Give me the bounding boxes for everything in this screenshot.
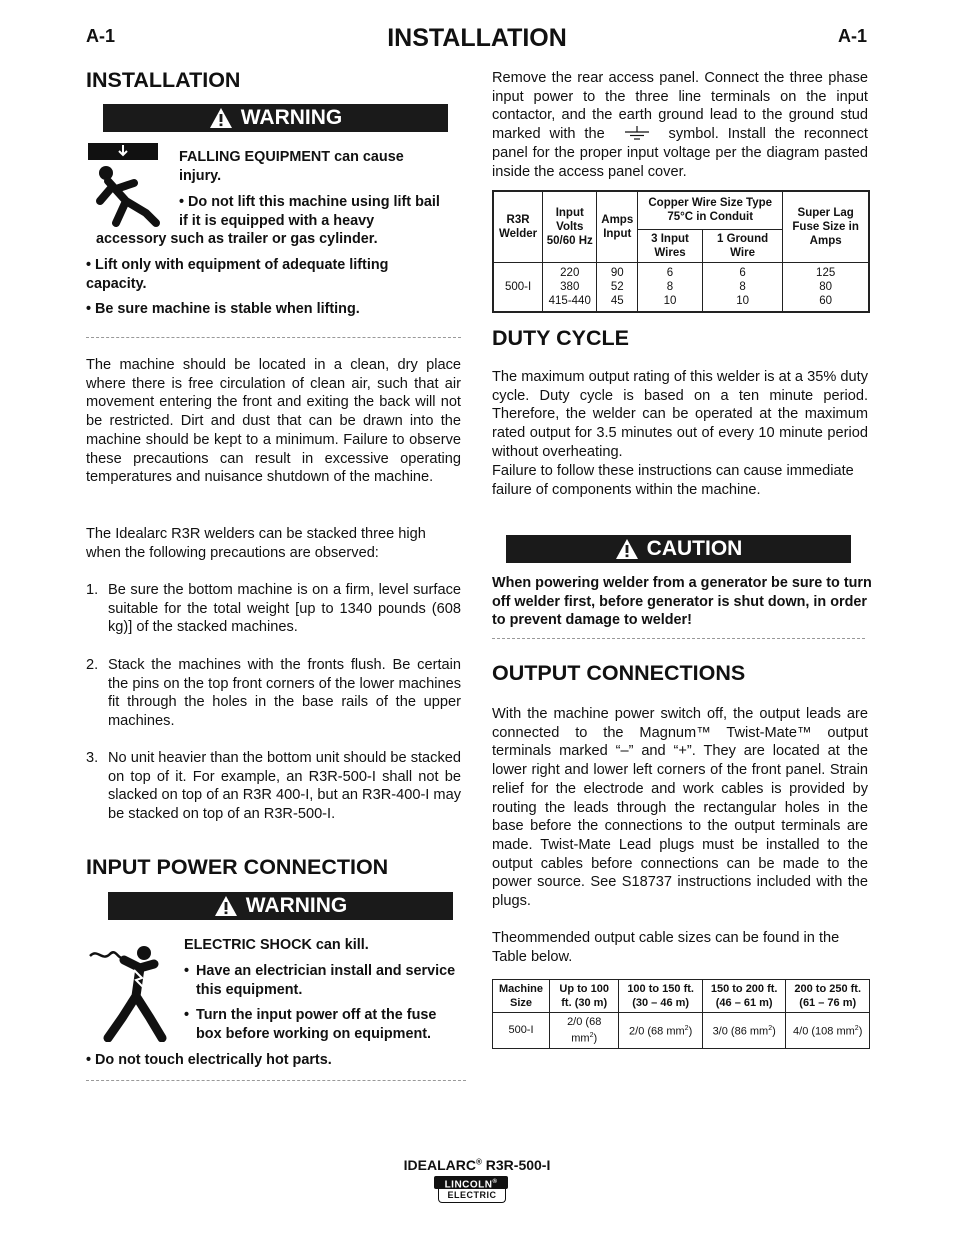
- cell-value: 125: [816, 266, 836, 279]
- warning-label: WARNING: [240, 106, 343, 129]
- warning-banner: [108, 892, 453, 920]
- warning1-item2: • Lift only with equipment of adequate lifting capacity.: [86, 257, 389, 292]
- falling-equipment-icon: [86, 143, 160, 229]
- table-cell: 2/0 (68 $mm^2$): [550, 1013, 619, 1049]
- divider: [86, 1080, 466, 1081]
- cable-size-intro: Theommended output cable sizes can be found in the Table below.: [492, 930, 840, 965]
- cell-value: 52: [610, 280, 624, 293]
- divider: [86, 337, 461, 338]
- list-number: 3.: [86, 750, 99, 766]
- table-cell: [597, 262, 638, 312]
- warning-triangle-icon: [209, 107, 233, 129]
- page-title: INSTALLATION: [387, 24, 567, 52]
- table-cell: 4/0 (108 $mm^2$): [786, 1013, 870, 1049]
- table-header: 200 to 250 ft. (61 – 76 m): [786, 980, 870, 1013]
- caution-banner: [506, 535, 851, 563]
- table-header: 3 Input Wires: [638, 229, 703, 262]
- list-item: [86, 581, 461, 637]
- warning1-item1-part2: accessory such as trailer or gas cylinder.: [96, 231, 378, 247]
- section-title-installation: INSTALLATION: [86, 68, 241, 92]
- output-cable-table: [492, 979, 870, 1049]
- duty-cycle-warning: Failure to follow these instructions can cause immediate failure of components within the machine.: [492, 463, 854, 498]
- section-title-output-connections: OUTPUT CONNECTIONS: [492, 661, 746, 685]
- list-item: [86, 749, 461, 824]
- table-cell: 2/0 (68 $mm^2$): [619, 1013, 703, 1049]
- cell-value: 10: [663, 294, 677, 307]
- output-connections-paragraph: With the machine power switch off, the output leads are connected to the Magnum™ Twist-Mate™ output terminals marked “–” and “+”. They are located at the lower right and lower left corners of the front panel. Strain relief for the electrode and work cables is provided by routing the leads through the rectangular holes in the base before the connections to the output terminals are made. Twist-Mate Lead plugs must be installed to the output cables before connections can be made to the power source. See S18737 instructions included with the plugs.: [492, 706, 868, 910]
- list-number: 2.: [86, 657, 99, 673]
- warning1-lead: FALLING EQUIPMENT can cause injury.: [179, 149, 404, 184]
- cell-value: 415-440: [548, 294, 591, 307]
- table-header: Machine Size: [493, 980, 550, 1013]
- warning-triangle-icon: [214, 895, 238, 917]
- warning-label: WARNING: [245, 894, 348, 917]
- cell-value: 90: [610, 266, 624, 279]
- lincoln-electric-logo: LINCOLN® ELECTRIC: [434, 1176, 510, 1210]
- ground-symbol-icon: [622, 126, 652, 140]
- cell-value: 60: [819, 294, 833, 307]
- cell-value: 8: [666, 280, 674, 293]
- table-header: 150 to 200 ft. (46 – 61 m): [702, 980, 786, 1013]
- list-number: 1.: [86, 582, 99, 598]
- caution-text: When powering welder from a generator be sure to turn off welder first, before generator is shut down, in order to prevent damage to welder!: [492, 575, 872, 629]
- section-title-input-power: INPUT POWER CONNECTION: [86, 855, 389, 879]
- warning2-item3: • Do not touch electrically hot parts.: [86, 1052, 332, 1068]
- table-cell: [783, 262, 869, 312]
- cell-value: 2/0 (68 mm: [567, 1016, 602, 1045]
- cell-value: 6: [739, 266, 746, 279]
- table-header: Copper Wire Size Type 75°C in Conduit: [638, 191, 783, 229]
- section-title-duty-cycle: DUTY CYCLE: [492, 326, 629, 350]
- warning2-item1-text: Have an electrician install and service this equipment.: [196, 963, 456, 998]
- table-cell: [702, 262, 782, 312]
- list-text: No unit heavier than the bottom unit should be stacked on top of it. For example, an R3R-500-I shall not be slacked on top of an R3R 400-I, but an R3R-400-I may be stacked on top of an R3R-500-I.: [108, 750, 461, 823]
- list-text: Stack the machines with the fronts flush. Be certain the pins on the top front corners of the lower machines fit through the holes in the base rails of the upper machines.: [108, 657, 461, 730]
- location-paragraph: The machine should be located in a clean, dry place where there is free circulation of clean air, such that air movement entering the front and exiting the back will not be restricted. Dirt and dust that can be drawn into the machine should be kept to a minimum. Failure to observe these precautions can result in excessive operating temperatures and nuisance shutdown of the machine.: [86, 357, 461, 486]
- cell-value: 45: [610, 294, 624, 307]
- cell-value: 2/0 (68 mm: [629, 1025, 685, 1038]
- page-id-right: A-1: [838, 26, 868, 46]
- cell-value: 80: [819, 280, 833, 293]
- intro-text-part1: Remove the rear access panel. Connect the three phase input power to the three line terminals on the input contactor, and the earth ground lead to the ground stud marked with the: [492, 70, 868, 143]
- warning1-item3: • Be sure machine is stable when lifting.: [86, 301, 360, 317]
- stacking-paragraph: The Idealarc R3R welders can be stacked three high when the following precautions are observed:: [86, 526, 426, 561]
- page-id-left: A-1: [86, 26, 116, 46]
- logo-bottom-text: ELECTRIC: [438, 1189, 506, 1203]
- duty-cycle-paragraph: The maximum output rating of this welder is at a 35% duty cycle. Duty cycle is based on a ten minute period. Therefore, the welder can be operated at the maximum rated output for 3.5 minutes out of every 10 minute period without overheating.: [492, 369, 868, 460]
- table-header: Up to 100 ft. (30 m): [550, 980, 619, 1013]
- cell-value: 10: [736, 294, 749, 307]
- warning2-item1: • Have an electrician install and service this equipment.: [184, 962, 459, 999]
- intro-text-part2: symbol. Install the reconnect panel for the proper input voltage per the diagram pasted inside the access panel cover.: [492, 126, 868, 180]
- cell-value: 3/0 (86 mm: [712, 1025, 769, 1038]
- table-cell: 500-I: [493, 262, 543, 312]
- table-cell: 3/0 (86 $mm^2$): [702, 1013, 786, 1049]
- table-header: Input Volts 50/60 Hz: [543, 191, 597, 262]
- table-cell: 500-I: [493, 1013, 550, 1049]
- warning1-item1-part1: • Do not lift this machine using lift bail if it is equipped with a heavy: [179, 194, 440, 229]
- table-header: 100 to 150 ft. (30 – 46 m): [619, 980, 703, 1013]
- warning2-item2: • Turn the input power off at the fuse box before working on equipment.: [184, 1006, 464, 1043]
- caution-label: CAUTION: [646, 537, 743, 560]
- cell-value: 220: [560, 266, 580, 279]
- table-header: R3R Welder: [493, 191, 543, 262]
- table-header: 1 Ground Wire: [702, 229, 782, 262]
- warning2-item2-text: Turn the input power off at the fuse box before working on equipment.: [196, 1007, 437, 1042]
- table-header: Amps Input: [597, 191, 638, 262]
- table-header: Super Lag Fuse Size in Amps: [783, 191, 869, 262]
- cell-value: 8: [739, 280, 746, 293]
- footer-product-name: IDEALARC® R3R-500-I: [403, 1157, 551, 1173]
- cell-value: 6: [666, 266, 674, 279]
- divider: [492, 638, 865, 639]
- electric-shock-icon: [88, 942, 168, 1042]
- table-cell: [543, 262, 597, 312]
- list-item: [86, 656, 461, 731]
- cell-value: 4/0 (108 mm: [793, 1025, 855, 1038]
- table-cell: [638, 262, 703, 312]
- warning-banner: [103, 104, 448, 132]
- cell-value: 380: [560, 280, 580, 293]
- logo-top-text: LINCOLN: [444, 1179, 493, 1191]
- input-wire-table: [492, 190, 870, 313]
- caution-triangle-icon: [615, 538, 639, 560]
- list-text: Be sure the bottom machine is on a firm, level surface suitable for the total weight [up to 1340 pounds (608 kg)] of the stacked machines.: [108, 582, 461, 636]
- warning2-lead: ELECTRIC SHOCK can kill.: [184, 937, 369, 953]
- input-power-instructions: [492, 69, 868, 181]
